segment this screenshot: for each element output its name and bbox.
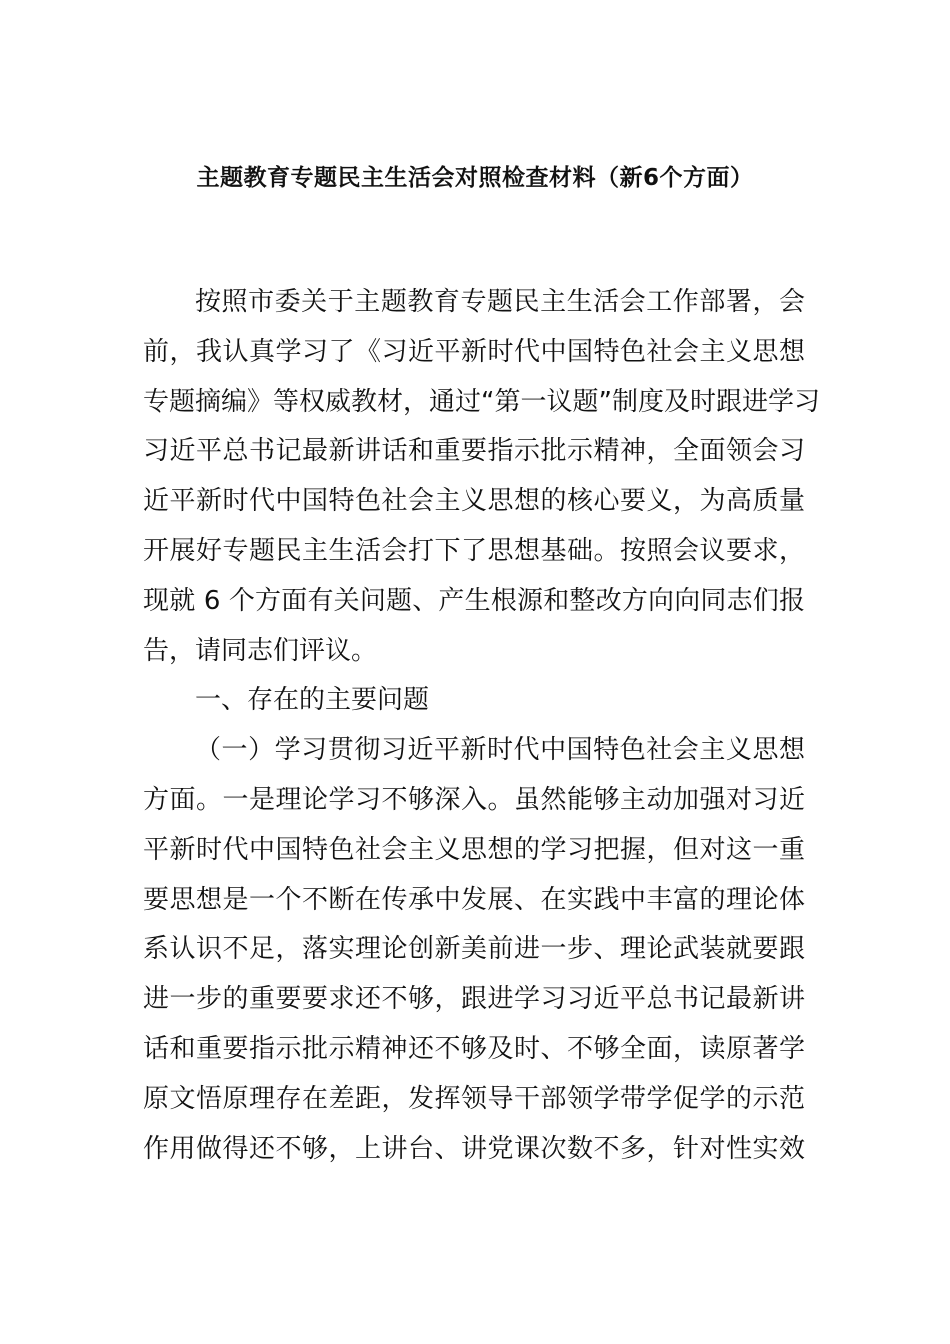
paragraph-line: 进一步的重要要求还不够，跟进学习习近平总书记最新讲 (143, 984, 805, 1015)
paragraph-line: 告，请同志们评议。 (143, 635, 378, 666)
paragraph-line: 开展好专题民主生活会打下了思想基础。按照会议要求， (143, 535, 805, 566)
paragraph-line: 原文悟原理存在差距，发挥领导干部领学带学促学的示范 (143, 1083, 805, 1114)
paragraph-line: 要思想是一个不断在传承中发展、在实践中丰富的理论体 (143, 884, 805, 915)
paragraph-line: 方面。一是理论学习不够深入。虽然能够主动加强对习近 (143, 784, 805, 815)
paragraph-line: 话和重要指示批示精神还不够及时、不够全面，读原著学 (143, 1033, 805, 1064)
section-heading: 一、存在的主要问题 (195, 685, 430, 716)
paragraph-line: 习近平总书记最新讲话和重要指示批示精神，全面领会习 (143, 436, 805, 467)
paragraph-line: 作用做得还不够，上讲台、讲党课次数不多，针对性实效 (143, 1133, 805, 1164)
paragraph-line: 系认识不足，落实理论创新美前进一步、理论武装就要跟 (143, 934, 805, 965)
paragraph-line: 平新时代中国特色社会主义思想的学习把握，但对这一重 (143, 834, 805, 865)
document-title: 主题教育专题民主生活会对照检查材料（新6个方面） (196, 165, 754, 191)
document-body (143, 278, 820, 1174)
paragraph-line: 专题摘编》等权威教材，通过“第一议题”制度及时跟进学习 (143, 386, 820, 417)
paragraph-line: 近平新时代中国特色社会主义思想的核心要义，为高质量 (143, 486, 805, 517)
paragraph-line: 按照市委关于主题教育专题民主生活会工作部署，会 (195, 287, 805, 317)
paragraph-line: 现就 6 个方面有关问题、产生根源和整改方向向同志们报 (143, 585, 805, 616)
paragraph-line: 前，我认真学习了《习近平新时代中国特色社会主义思想 (143, 336, 805, 367)
paragraph-line: （一）学习贯彻习近平新时代中国特色社会主义思想 (195, 735, 805, 766)
